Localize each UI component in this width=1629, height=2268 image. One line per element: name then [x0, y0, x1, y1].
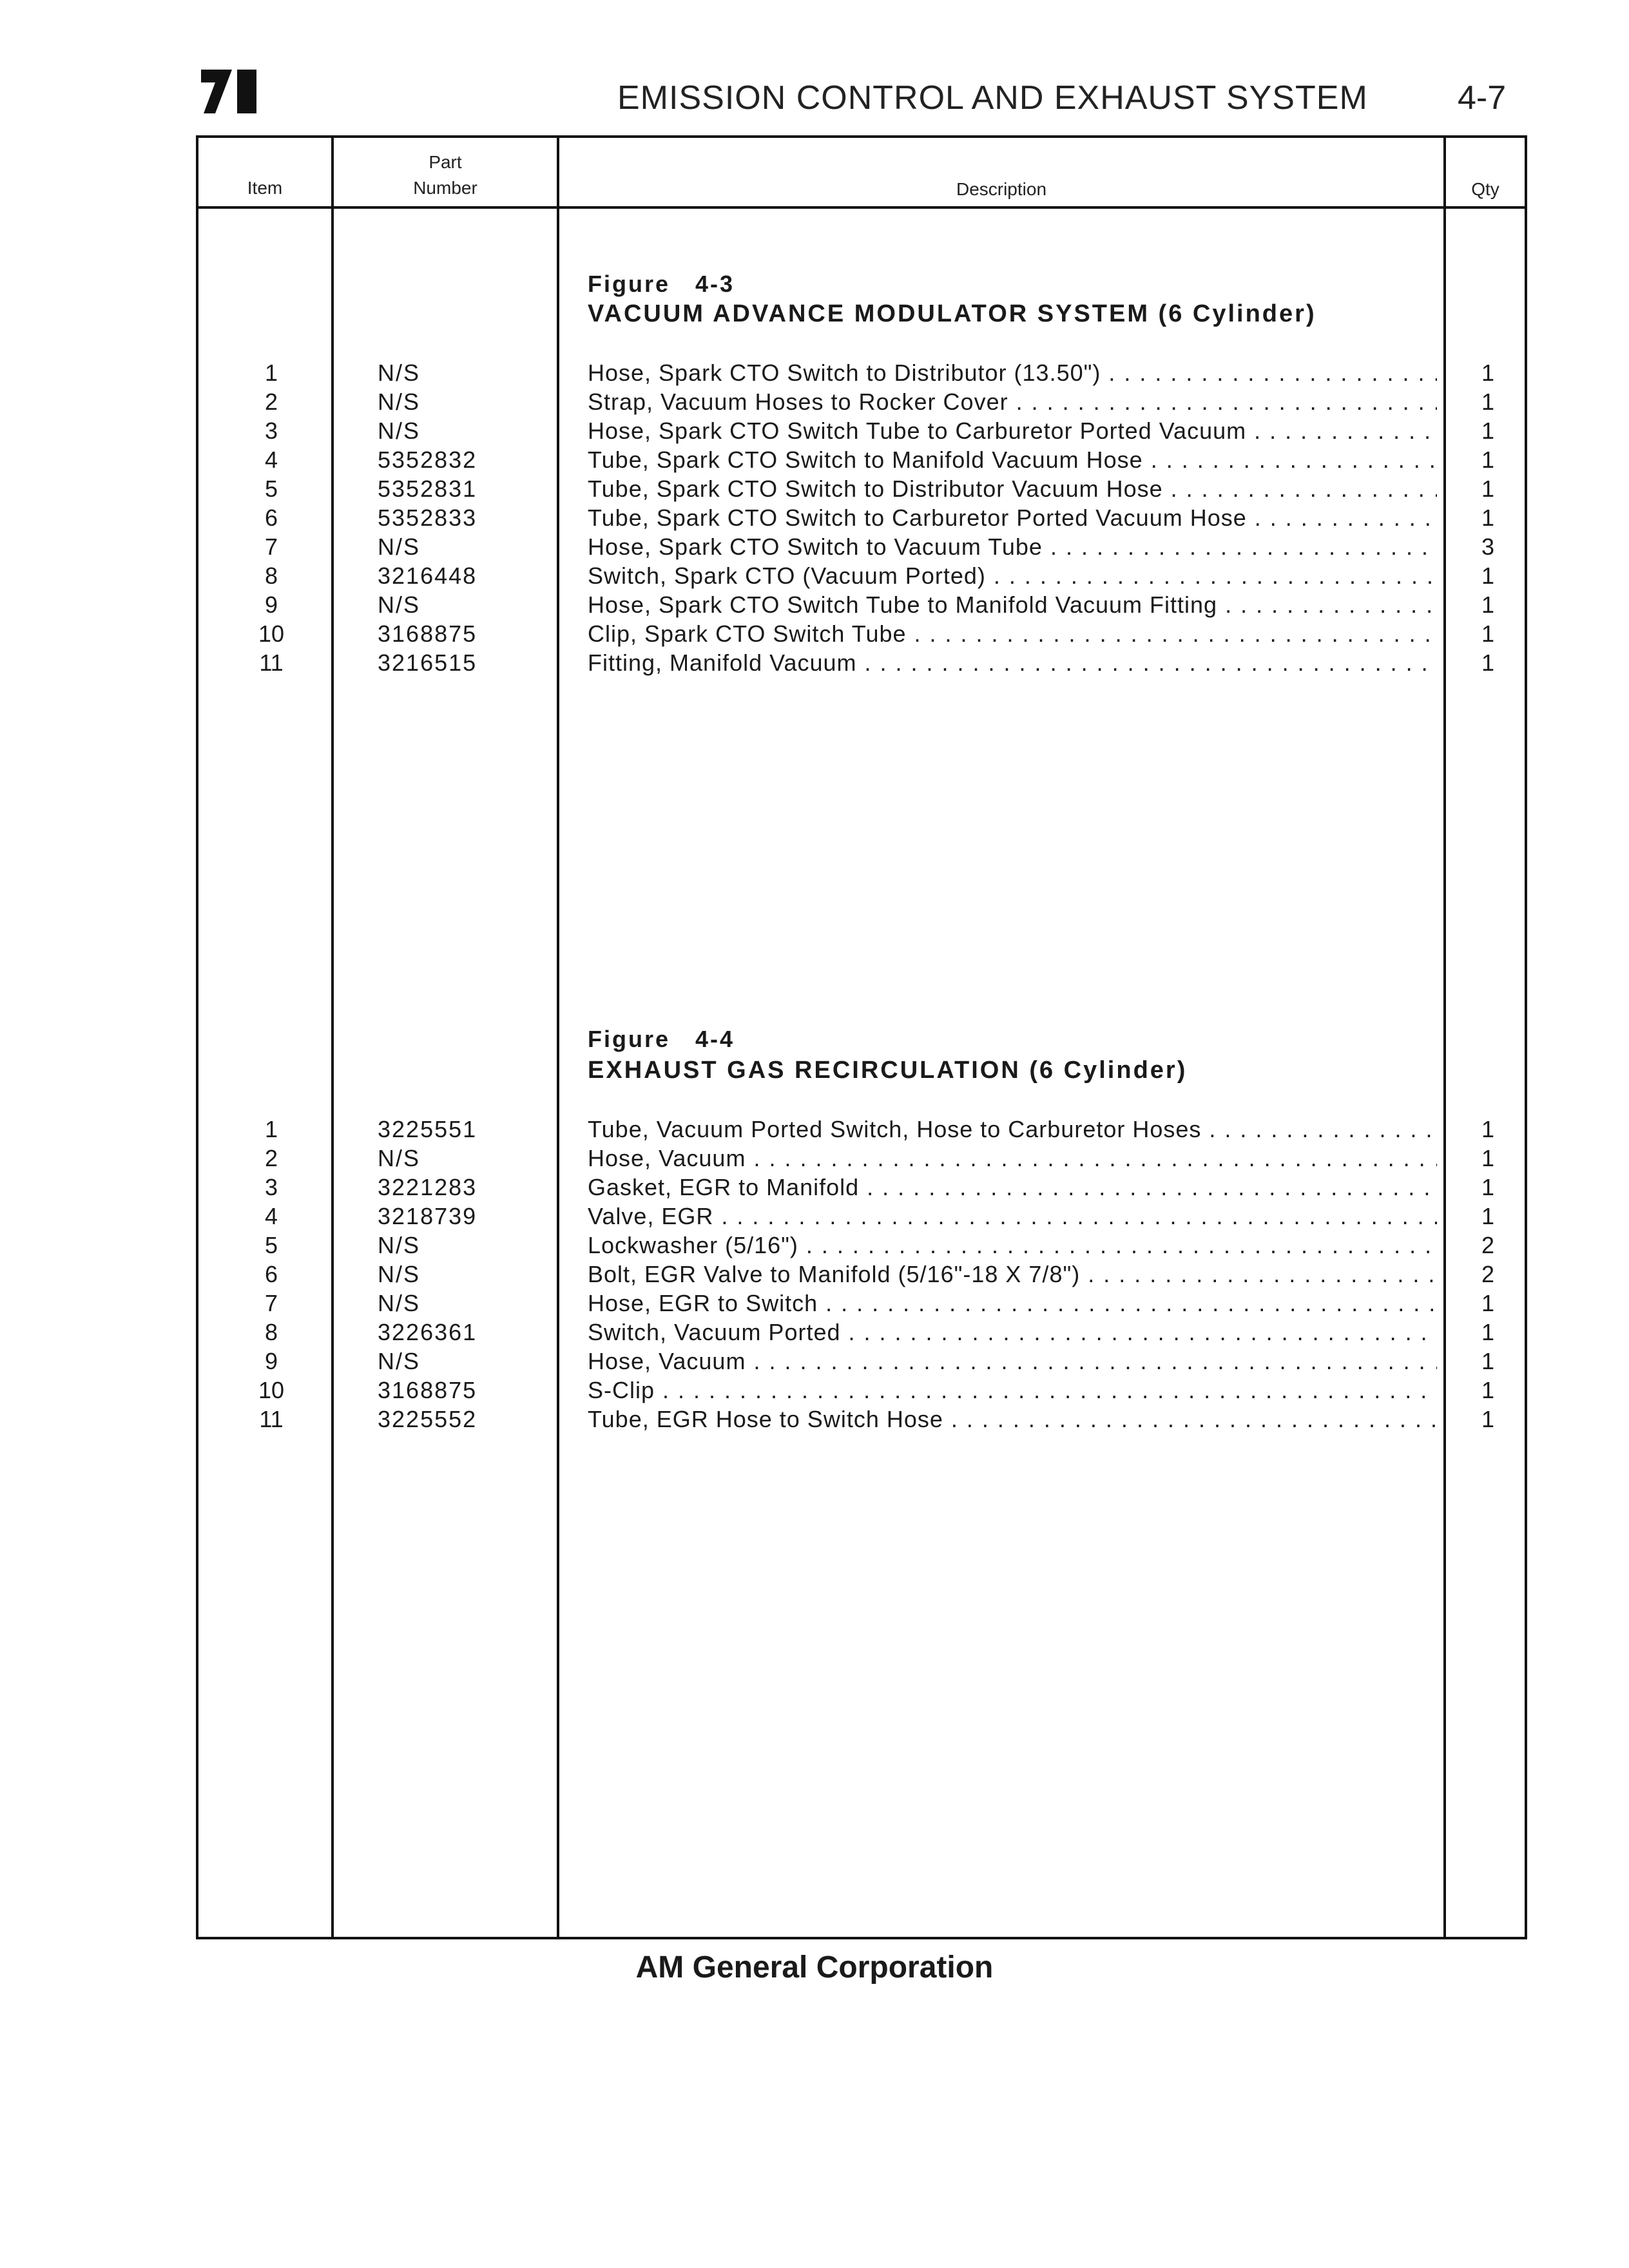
column-header-qty: Qty — [1471, 179, 1499, 199]
quantity: 1 — [1481, 1203, 1495, 1229]
description: Hose, Spark CTO Switch Tube to Carburetor Ported Vacuum . . . — [588, 416, 1437, 445]
header-rule — [196, 206, 1527, 209]
description: Lockwasher (5/16") . . . — [588, 1231, 1437, 1260]
item-number: 11 — [259, 649, 284, 676]
quantity: 1 — [1481, 447, 1495, 473]
item-number: 10 — [258, 620, 285, 647]
part-number: 3225552 — [378, 1406, 477, 1432]
item-number: 6 — [264, 505, 278, 531]
description: Fitting, Manifold Vacuum . . . — [588, 648, 1437, 677]
part-number: N/S — [378, 1232, 421, 1258]
quantity: 1 — [1481, 649, 1495, 676]
description: Tube, EGR Hose to Switch Hose . . . — [588, 1405, 1437, 1434]
column-divider-description — [1443, 135, 1446, 1939]
quantity: 1 — [1481, 505, 1495, 531]
item-number: 9 — [264, 591, 278, 618]
part-number: 3218739 — [378, 1203, 477, 1229]
quantity: 1 — [1481, 1290, 1495, 1316]
section-figure-label: Figure 4-3 — [588, 271, 735, 297]
item-number: 4 — [264, 1203, 278, 1229]
part-number: N/S — [378, 1145, 421, 1171]
description: Hose, EGR to Switch . . . — [588, 1289, 1437, 1318]
quantity: 1 — [1481, 418, 1495, 444]
part-number: N/S — [378, 389, 421, 415]
column-header-part-line1: Part — [429, 152, 462, 172]
part-number: 3216448 — [378, 562, 477, 589]
item-number: 10 — [258, 1377, 285, 1403]
item-number: 1 — [264, 1116, 278, 1142]
column-header-description: Description — [956, 179, 1047, 199]
part-number: 5352833 — [378, 505, 477, 531]
description: Tube, Spark CTO Switch to Carburetor Ported Vacuum Hose . . . — [588, 503, 1437, 532]
description: Clip, Spark CTO Switch Tube . . . — [588, 619, 1437, 648]
description: Hose, Spark CTO Switch to Distributor (13.50") . . . — [588, 358, 1437, 387]
item-number: 7 — [264, 533, 278, 560]
quantity: 1 — [1481, 360, 1495, 386]
section-title: VACUUM ADVANCE MODULATOR SYSTEM (6 Cylinder) — [588, 300, 1316, 327]
part-number: N/S — [378, 1290, 421, 1316]
description: Bolt, EGR Valve to Manifold (5/16"-18 X 7/8") . . . — [588, 1260, 1437, 1289]
item-number: 2 — [264, 1145, 278, 1171]
section-figure-label: Figure 4-4 — [588, 1026, 735, 1052]
part-number: N/S — [378, 1348, 421, 1374]
part-number: 3226361 — [378, 1319, 477, 1345]
quantity: 1 — [1481, 591, 1495, 618]
quantity: 1 — [1481, 476, 1495, 502]
part-number: N/S — [378, 418, 421, 444]
item-number: 8 — [264, 1319, 278, 1345]
description: Tube, Spark CTO Switch to Distributor Vacuum Hose . . . — [588, 474, 1437, 503]
column-header-item: Item — [247, 178, 283, 198]
quantity: 1 — [1481, 1406, 1495, 1432]
quantity: 2 — [1481, 1261, 1495, 1287]
item-number: 6 — [264, 1261, 278, 1287]
item-number: 5 — [264, 476, 278, 502]
description: Switch, Vacuum Ported . . . — [588, 1318, 1437, 1347]
quantity: 1 — [1481, 562, 1495, 589]
item-number: 5 — [264, 1232, 278, 1258]
part-number: N/S — [378, 1261, 421, 1287]
page-number: 4-7 — [1458, 79, 1507, 117]
am-general-logo-icon — [201, 68, 259, 115]
item-number: 3 — [264, 418, 278, 444]
section-title: EXHAUST GAS RECIRCULATION (6 Cylinder) — [588, 1057, 1188, 1084]
quantity: 1 — [1481, 1377, 1495, 1403]
part-number: 3221283 — [378, 1174, 477, 1200]
description: Hose, Vacuum . . . — [588, 1347, 1437, 1376]
quantity: 1 — [1481, 1348, 1495, 1374]
quantity: 3 — [1481, 533, 1495, 560]
item-number: 8 — [264, 562, 278, 589]
description: Valve, EGR . . . — [588, 1202, 1437, 1231]
column-header-part-line2: Number — [413, 178, 477, 198]
item-number: 9 — [264, 1348, 278, 1374]
part-number: N/S — [378, 591, 421, 618]
quantity: 1 — [1481, 1145, 1495, 1171]
part-number: 5352832 — [378, 447, 477, 473]
description: S-Clip . . . — [588, 1376, 1437, 1405]
description: Hose, Spark CTO Switch Tube to Manifold Vacuum Fitting . . . — [588, 590, 1437, 619]
quantity: 1 — [1481, 1116, 1495, 1142]
part-number: N/S — [378, 360, 421, 386]
description: Strap, Vacuum Hoses to Rocker Cover . . . — [588, 387, 1437, 416]
description: Gasket, EGR to Manifold . . . — [588, 1173, 1437, 1202]
quantity: 2 — [1481, 1232, 1495, 1258]
part-number: 5352831 — [378, 476, 477, 502]
quantity: 1 — [1481, 620, 1495, 647]
part-number: 3168875 — [378, 620, 477, 647]
description: Hose, Vacuum . . . — [588, 1144, 1437, 1173]
item-number: 7 — [264, 1290, 278, 1316]
part-number: 3216515 — [378, 649, 477, 676]
part-number: N/S — [378, 533, 421, 560]
item-number: 11 — [259, 1406, 284, 1432]
quantity: 1 — [1481, 1319, 1495, 1345]
item-number: 4 — [264, 447, 278, 473]
item-number: 3 — [264, 1174, 278, 1200]
quantity: 1 — [1481, 389, 1495, 415]
quantity: 1 — [1481, 1174, 1495, 1200]
footer-company: AM General Corporation — [635, 1950, 994, 1984]
part-number: 3168875 — [378, 1377, 477, 1403]
item-number: 2 — [264, 389, 278, 415]
description: Tube, Vacuum Ported Switch, Hose to Carburetor Hoses . . . — [588, 1115, 1437, 1144]
part-number: 3225551 — [378, 1116, 477, 1142]
description: Switch, Spark CTO (Vacuum Ported) . . . — [588, 561, 1437, 590]
page-header-title: EMISSION CONTROL AND EXHAUST SYSTEM — [617, 79, 1368, 117]
description: Hose, Spark CTO Switch to Vacuum Tube . . . — [588, 532, 1437, 561]
item-number: 1 — [264, 360, 278, 386]
description: Tube, Spark CTO Switch to Manifold Vacuum Hose . . . — [588, 445, 1437, 474]
